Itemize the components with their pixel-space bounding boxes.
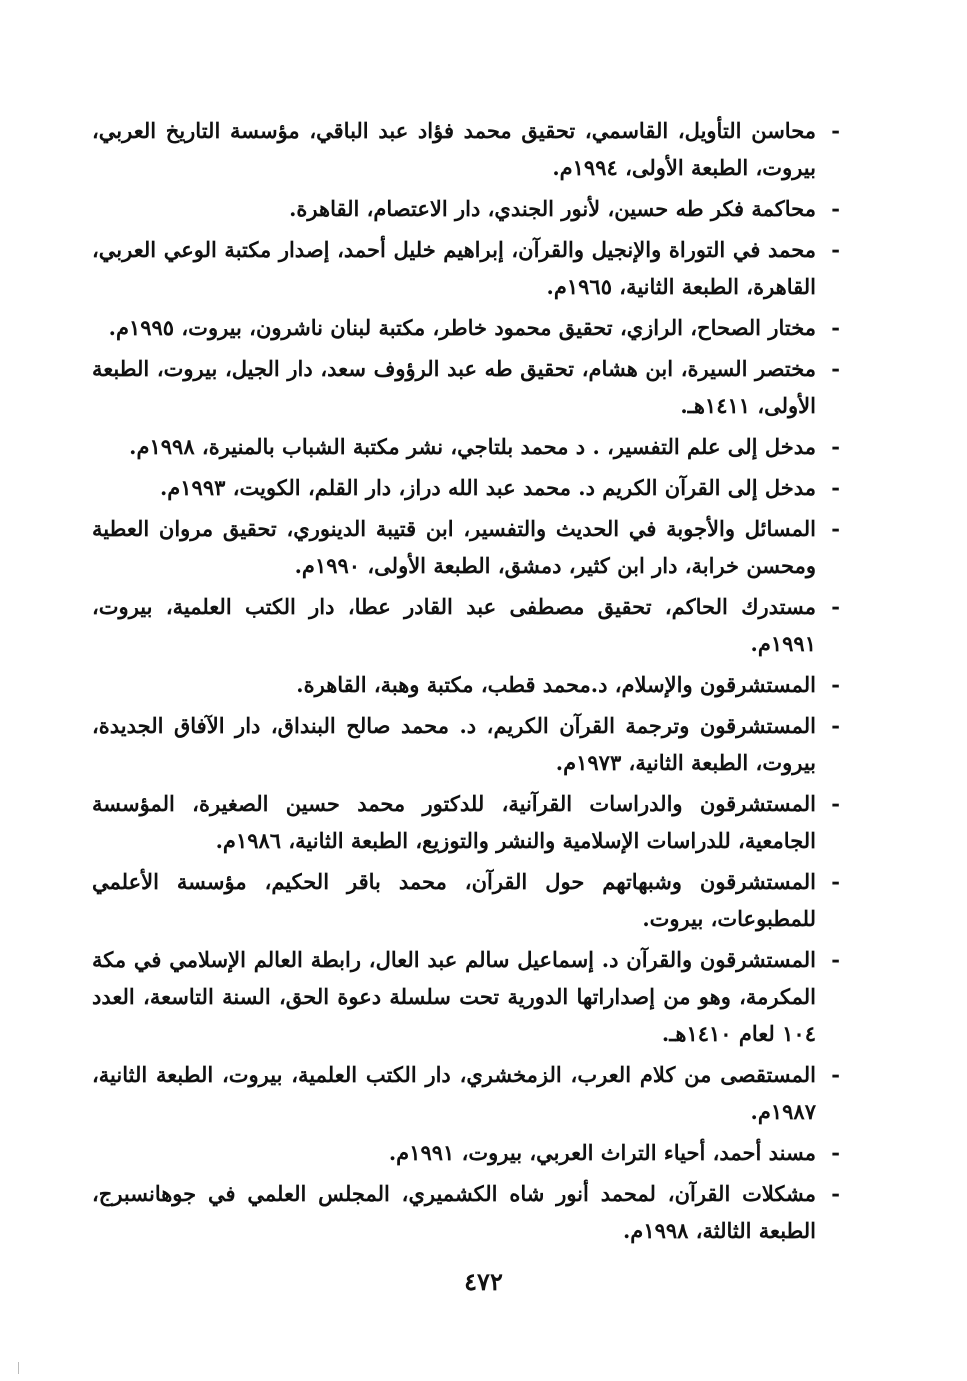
bibliography-entry: - مسند أحمد، أحياء التراث العربي، بيروت، ١٩٩١م. xyxy=(92,1134,840,1171)
bibliography-entry: - مدخل إلى علم التفسير، . د محمد بلتاجي، نشر مكتبة الشباب بالمنيرة، ١٩٩٨م. xyxy=(92,428,840,465)
bibliography-entry: - المستقصى من كلام العرب، الزمخشري، دار الكتب العلمية، بيروت، الطبعة الثانية، ١٩٨٧م. xyxy=(92,1056,840,1130)
bibliography-entry: - مختار الصحاح، الرازي، تحقيق محمود خاطر، مكتبة لبنان ناشرون، بيروت، ١٩٩٥م. xyxy=(92,309,840,346)
bibliography-entry: - المستشرقون والقرآن د. إسماعيل سالم عبد العال، رابطة العالم الإسلامي في مكة المكرمة، وهو من إصداراتها الدورية تحت سلسلة دعوة الحق، السنة التاسعة، العدد ١٠٤ لعام ١٤١٠هـ. xyxy=(92,941,840,1052)
bibliography-entry: - المستشرقون والدراسات القرآنية، للدكتور محمد حسين الصغيرة، المؤسسة الجامعية، للدراسات الإسلامية والنشر والتوزيع، الطبعة الثانية، ١٩٨٦م. xyxy=(92,785,840,859)
bibliography-entry: - محاسن التأويل، القاسمي، تحقيق محمد فؤاد عبد الباقي، مؤسسة التاريخ العربي، بيروت، الطبعة الأولى، ١٩٩٤م. xyxy=(92,112,840,186)
bibliography-entry: - محاكمة فكر طه حسين، لأنور الجندي، دار الاعتصام، القاهرة. xyxy=(92,190,840,227)
bibliography-entry: - المستشرقون وترجمة القرآن الكريم، د. محمد صالح البنداق، دار الآفاق الجديدة، بيروت، الطبعة الثانية، ١٩٧٣م. xyxy=(92,707,840,781)
bibliography-entry: - مشكلات القرآن، لمحمد أنور شاه الكشميري، المجلس العلمي في جوهانسبرج، الطبعة الثالثة، ١٩٩٨م. xyxy=(92,1175,840,1249)
bibliography-entry: - مدخل إلى القرآن الكريم د. محمد عبد الله دراز، دار القلم، الكويت، ١٩٩٣م. xyxy=(92,469,840,506)
bibliography-entry: - المستشرقون والإسلام، د.محمد قطب، مكتبة وهبة، القاهرة. xyxy=(92,666,840,703)
scan-edge-mark xyxy=(18,1362,19,1374)
bibliography-entry: - مختصر السيرة، ابن هشام، تحقيق طه عبد الرؤوف سعد، دار الجيل، بيروت، الطبعة الأولى، ١٤١١هـ. xyxy=(92,350,840,424)
bibliography-entry: - المسائل والأجوبة في الحديث والتفسير، ابن قتيبة الدينوري، تحقيق مروان العطية ومحسن خرابة، دار ابن كثير، دمشق، الطبعة الأولى، ١٩٩٠م. xyxy=(92,510,840,584)
bibliography-list xyxy=(92,112,840,1253)
bibliography-entry: - مستدرك الحاكم، تحقيق مصطفى عبد القادر عطا، دار الكتب العلمية، بيروت، ١٩٩١م. xyxy=(92,588,840,662)
bibliography-entry: - المستشرقون وشبهاتهم حول القرآن، محمد باقر الحكيم، مؤسسة الأعلمي للمطبوعات، بيروت. xyxy=(92,863,840,937)
bibliography-entry: - محمد في التوراة والإنجيل والقرآن، إبراهيم خليل أحمد، إصدار مكتبة الوعي العربي، القاهرة، الطبعة الثانية، ١٩٦٥م. xyxy=(92,231,840,305)
page-number: ٤٧٢ xyxy=(464,1267,503,1296)
